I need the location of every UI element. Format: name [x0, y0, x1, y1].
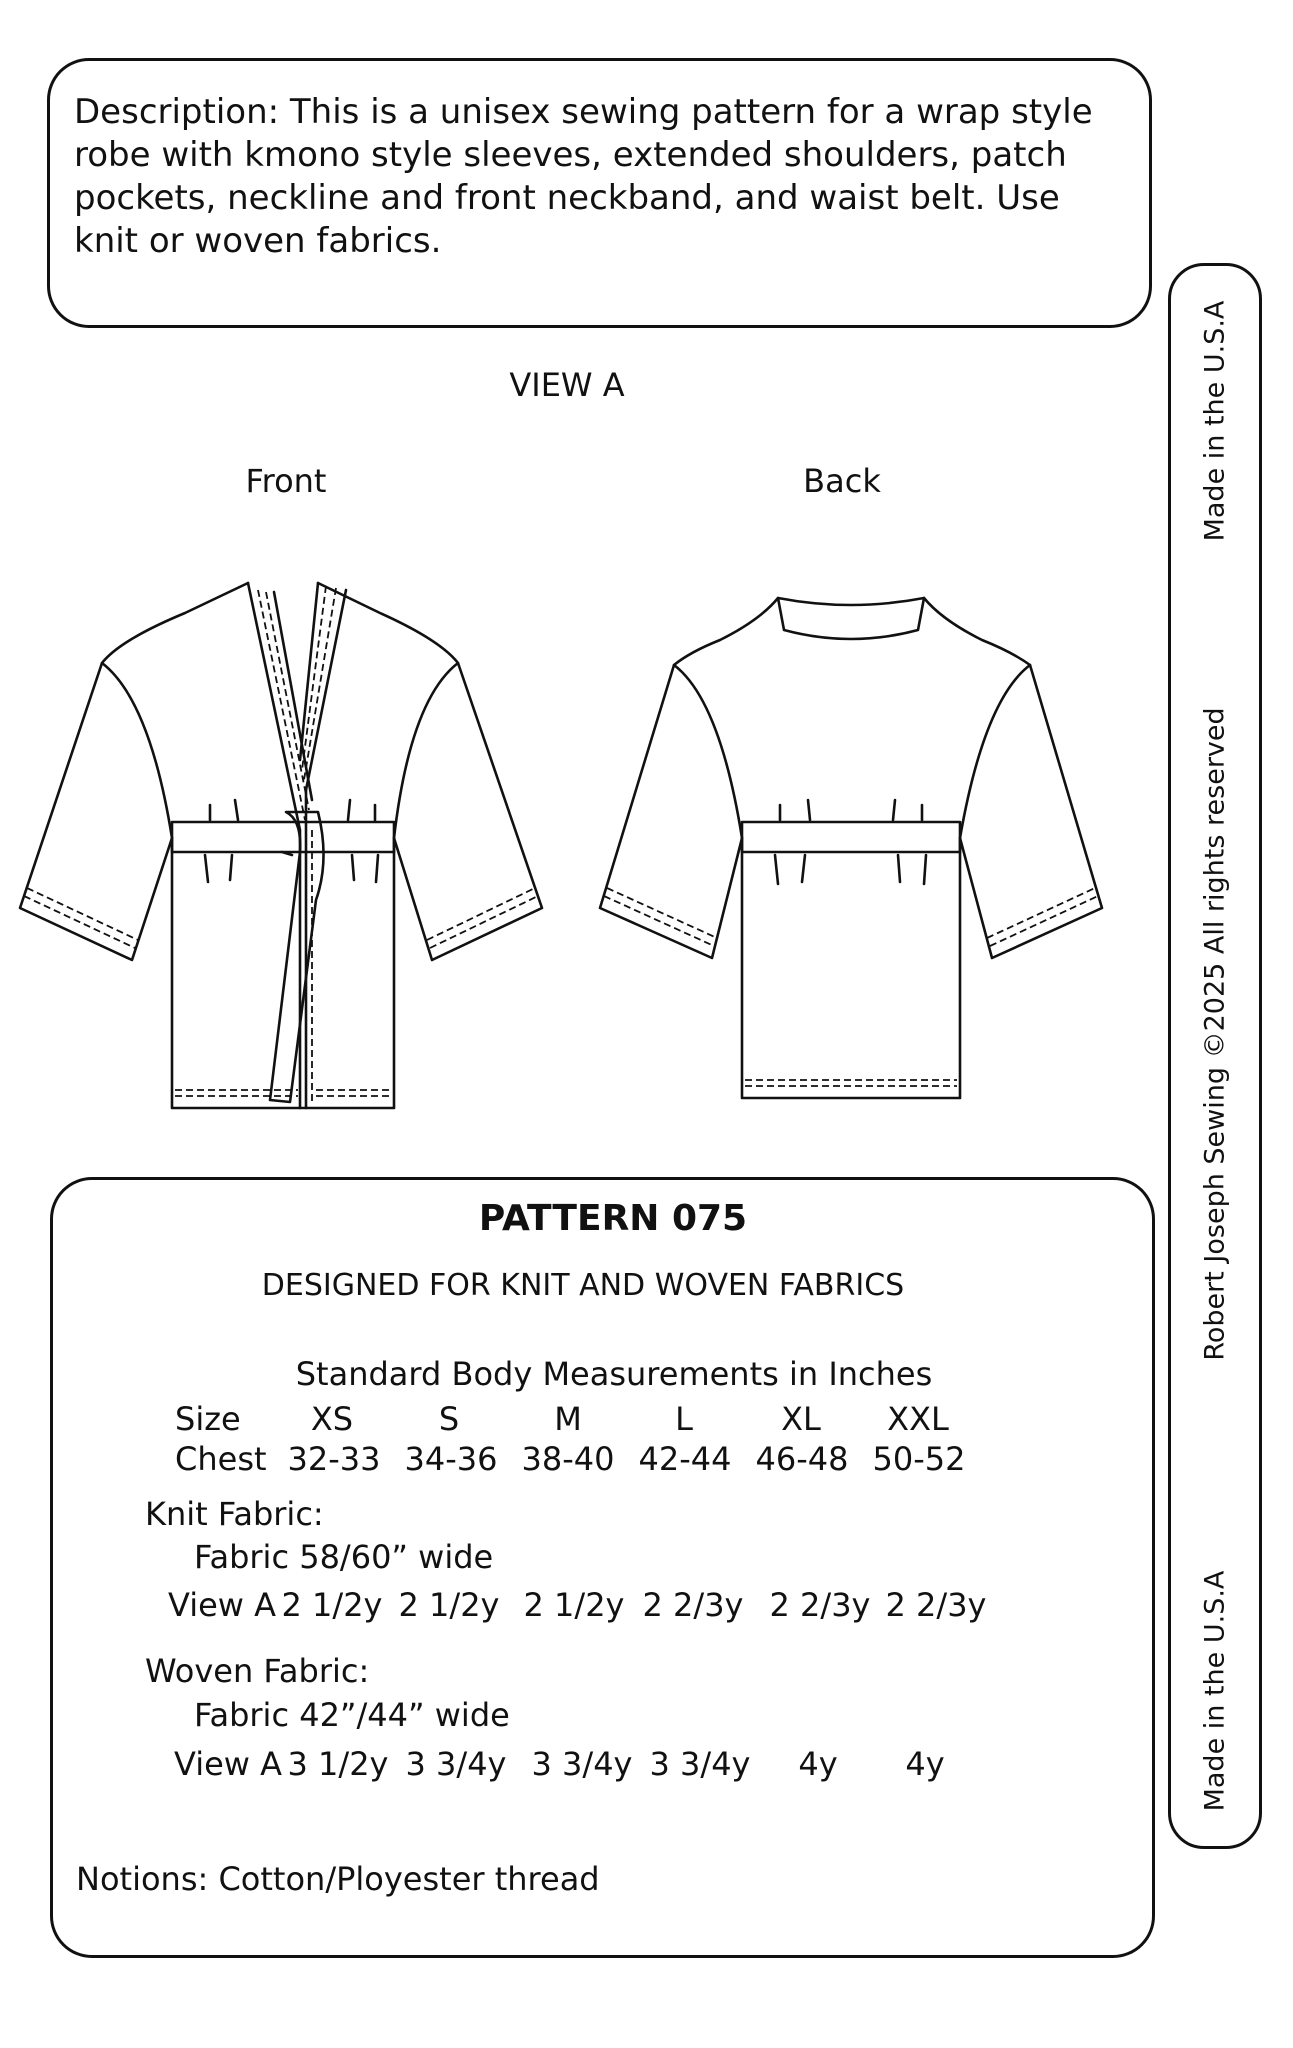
- woven-view-label: View A: [174, 1745, 282, 1783]
- size-cell: XXL: [887, 1400, 949, 1438]
- chest-cell: 42-44: [638, 1440, 732, 1478]
- knit-yardage-cell: 2 1/2y: [523, 1586, 625, 1624]
- measurements-heading: Standard Body Measurements in Inches: [295, 1355, 933, 1393]
- knit-yardage-cell: 2 1/2y: [281, 1586, 383, 1624]
- front-label: Front: [245, 462, 327, 500]
- chest-cell: 34-36: [404, 1440, 498, 1478]
- copyright-text: Robert Joseph Sewing ©2025 All rights reserved: [1199, 707, 1231, 1361]
- knit-yardage-cell: 2 2/3y: [769, 1586, 871, 1624]
- description-text: Description: This is a unisex sewing pattern for a wrap style robe with kmono style sleeves, extended shoulders, patch pockets, neckline and front neckband, and waist belt. Use knit or woven fabrics.: [74, 92, 1093, 261]
- chest-cell: 46-48: [755, 1440, 849, 1478]
- pattern-subtitle: DESIGNED FOR KNIT AND WOVEN FABRICS: [261, 1268, 905, 1303]
- size-cell: L: [675, 1400, 693, 1438]
- size-cell: XS: [310, 1400, 354, 1438]
- size-cell: XL: [781, 1400, 821, 1438]
- notions-text: Notions: Cotton/Ployester thread: [76, 1860, 600, 1898]
- made-in-usa-bottom: Made in the U.S.A: [1199, 1570, 1231, 1812]
- back-label: Back: [803, 462, 881, 500]
- chest-cell: 32-33: [287, 1440, 381, 1478]
- chest-cell: 50-52: [872, 1440, 966, 1478]
- size-cell: S: [438, 1400, 460, 1438]
- knit-width: Fabric 58/60” wide: [194, 1538, 494, 1576]
- woven-yardage-cell: 3 3/4y: [531, 1745, 633, 1783]
- knit-yardage-cell: 2 2/3y: [642, 1586, 744, 1624]
- woven-width: Fabric 42”/44” wide: [194, 1696, 510, 1734]
- chest-cell: 38-40: [521, 1440, 615, 1478]
- woven-yardage-cell: 3 3/4y: [405, 1745, 507, 1783]
- pattern-title: PATTERN 075: [478, 1198, 748, 1239]
- knit-heading: Knit Fabric:: [145, 1495, 324, 1533]
- knit-view-label: View A: [168, 1586, 276, 1624]
- knit-yardage-cell: 2 1/2y: [398, 1586, 500, 1624]
- size-cell: M: [554, 1400, 582, 1438]
- size-label: Size: [175, 1400, 241, 1438]
- woven-yardage-cell: 3 3/4y: [649, 1745, 751, 1783]
- chest-label: Chest: [175, 1440, 267, 1478]
- woven-yardage-cell: 4y: [905, 1745, 945, 1783]
- woven-yardage-cell: 3 1/2y: [287, 1745, 389, 1783]
- knit-yardage-cell: 2 2/3y: [885, 1586, 987, 1624]
- woven-heading: Woven Fabric:: [145, 1652, 370, 1690]
- made-in-usa-top: Made in the U.S.A: [1199, 300, 1231, 542]
- woven-yardage-cell: 4y: [798, 1745, 838, 1783]
- view-title: VIEW A: [509, 366, 625, 404]
